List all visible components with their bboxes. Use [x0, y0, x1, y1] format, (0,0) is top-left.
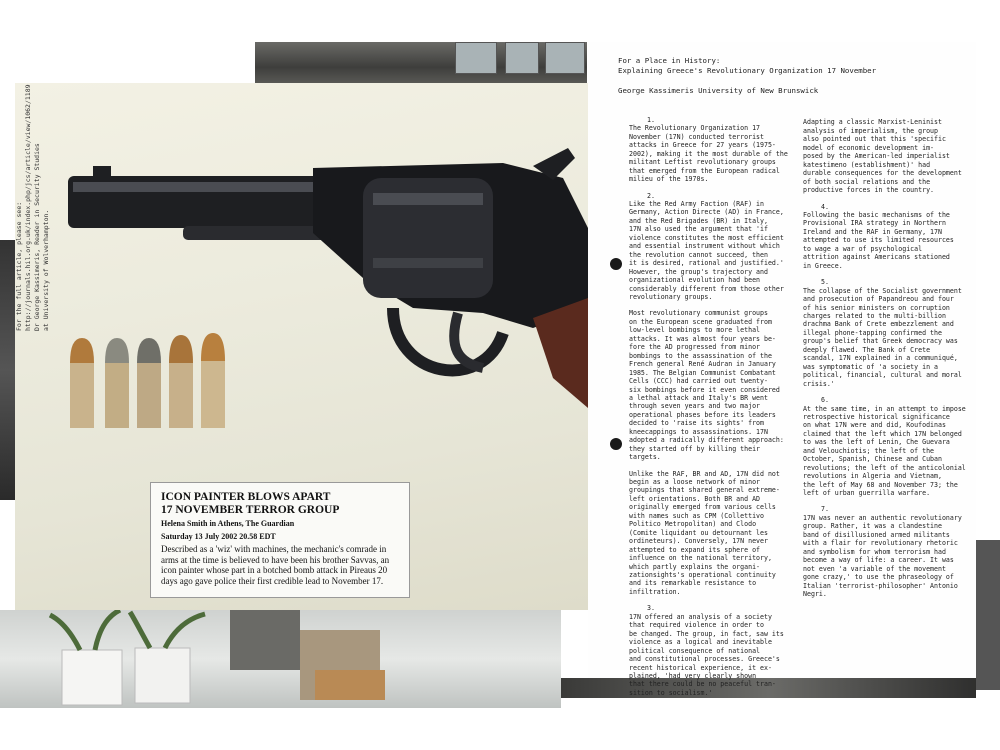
paragraph: The Revolutionary Organization 17 November (17N) conducted terrorist attacks in Greece for 27 years (1975- 2002), making it the most durable of the militant Leftist revolutionary groups that emerged from the European radical milieu of the 1970s. [629, 124, 788, 184]
background-photo-left [0, 240, 15, 500]
paragraph: 17N was never an authentic revolutionary group. Rather, it was a clandestine band of disillusioned armed militants with a flair for revolutionary rhetoric and symbolism for whom terrorism had become a way of life: a career. It was not even 'a variable of the movement gone crazy,' to use the phraseology of Italian 'terrorist-philosopher' Antonio Negri. [803, 513, 962, 599]
note-line: Dr George Kassimeris, Reader in Security Studies [33, 143, 41, 331]
clipping-body: Described as a 'wiz' with machines, the mechanic's comrade in arms at the time is believed to have been his brother Savvas, an icon painter whose part in a botched bomb attack in Pireaus 20 days ago gave police their first credible lead to November 17. [161, 544, 390, 586]
clipping-headline-1: ICON PAINTER BLOWS APART [161, 491, 331, 503]
article-author: George Kassimeris University of New Brunswick [618, 86, 819, 95]
background-photo-bottom [0, 610, 561, 708]
section-number: 3. [647, 604, 655, 613]
punch-hole [610, 258, 622, 270]
section-number: 2. [647, 191, 655, 200]
section-number: 6. [821, 396, 829, 405]
article-header [618, 56, 876, 96]
plants-illustration [0, 610, 561, 708]
article-title-2: Explaining Greece's Revolutionary Organization 17 November [618, 66, 877, 75]
paragraph: Unlike the RAF, BR and AD, 17N did not begin as a loose network of minor groupings that shared general extreme- left orientations. Both BR and AD originally emerged from various cells with names such as CPM (Collettivo Politico Metropolitan) and Clodo (Comite liquidant ou detournant les ordineteurs). Conversely, 17N never attempted to expand its sphere of influence on the national territory, which partly explains the organi- zationsights's operational continuity and its remarkable resistance to infiltration. [629, 469, 780, 596]
note-line: For the full article, please see: [15, 201, 23, 331]
clipping-headline-2: 17 NOVEMBER TERROR GROUP [161, 503, 340, 516]
window-shape [545, 42, 585, 74]
vertical-source-note [15, 69, 55, 331]
article-column-1 [629, 99, 799, 706]
note-line: at University of Wolverhampton. [42, 209, 50, 331]
paragraph: 17N offered an analysis of a society that required violence in order to be changed. The group, in fact, saw its violence as a logical and inevitable political consequence of national and constitutional processes. Greece's recent historical experience, it ex- plained, 'had very clearly shown that there could be no peaceful tran- sition to socialism.' [629, 612, 784, 697]
paragraph: At the same time, in an attempt to impose retrospective historical significance on what 17N were and did, Koufodinas claimed that the left which 17N belonged to was the left of Lenin, Che Guevara and Velouchiotis; the left of the October, Spanish, Chinese and Cuban revolutions; the left of the anticolonial revolutions in Algeria and Vietnam, the left of May 68 and November 73; the left of urban guerrilla warfare. [803, 404, 966, 498]
section-number: 4. [821, 202, 829, 211]
paragraph: Following the basic mechanisms of the Provisional IRA strategy in Northern Ireland and the RAF in Germany, 17N attempted to use its limited resources to wage a war of psychological attrition against Americans stationed in Greece. [803, 210, 954, 270]
article-title-1: For a Place in History: [618, 56, 721, 65]
paragraph: Like the Red Army Faction (RAF) in Germany, Action Directe (AD) in France, and the Red Brigades (BR) in Italy, 17N also used the argument that 'if violence constitutes the most efficient and essential instrument without which the revolution cannot succeed, then it is desired, rational and justified.' However, the group's trajectory and organizational evolution had been considerably different from those other revolutionary groups. [629, 199, 784, 301]
paragraph: Most revolutionary communist groups on the European scene graduated from low-level bombings to more lethal attacks. It was almost four years be- fore the AD progressed from minor bombings to the assassination of the French general René Audran in January 1985. The Belgian Communist Combatant Cells (CCC) had carried out twenty- six bombings before it even considered a lethal attack and Italy's BR went through seven years and two major operational phases before its leaders decided to 'raise its sights' from kneecappings to assassinations. 17N adopted a radically different approach: they started off by killing their targets. [629, 309, 784, 462]
clipping-byline-1: Helena Smith in Athens, The Guardian [161, 519, 295, 528]
punch-hole [610, 438, 622, 450]
article-column-2 [803, 110, 973, 607]
section-number: 7. [821, 505, 829, 514]
article-page [588, 42, 976, 697]
background-photo-top [255, 42, 587, 84]
bullets-illustration [65, 333, 255, 433]
background-photo-right [976, 540, 1000, 690]
note-line: http://journals.hil.org.uk/index.php/jcs/article/view/1062/1189 [24, 84, 32, 331]
window-shape [505, 42, 539, 74]
clipping-byline-2: Saturday 13 July 2002 20.58 EDT [161, 531, 276, 541]
window-shape [455, 42, 497, 74]
section-number: 5. [821, 278, 829, 287]
section-number: 1. [647, 115, 655, 124]
paragraph: The collapse of the Socialist government and prosecution of Papandreou and four of his senior ministers on corruption charges related to the multi-billion drachma Bank of Crete embezzlement and illegal phone-tapping confirmed the group's belief that Greek democracy was deeply flawed. The Bank of Crete scandal, 17N explained in a communiqué, was symptomatic of 'a society in a political, financial, cultural and moral crisis.' [803, 286, 962, 388]
paragraph: Adapting a classic Marxist-Leninist analysis of imperialism, the group also pointed out that this 'specific model of economic development im- posed by the American-led imperialist katestimeno (establishment)' had durable consequences for the development of both social relations and the productive forces in the country. [803, 118, 962, 195]
newspaper-clipping [150, 482, 410, 598]
